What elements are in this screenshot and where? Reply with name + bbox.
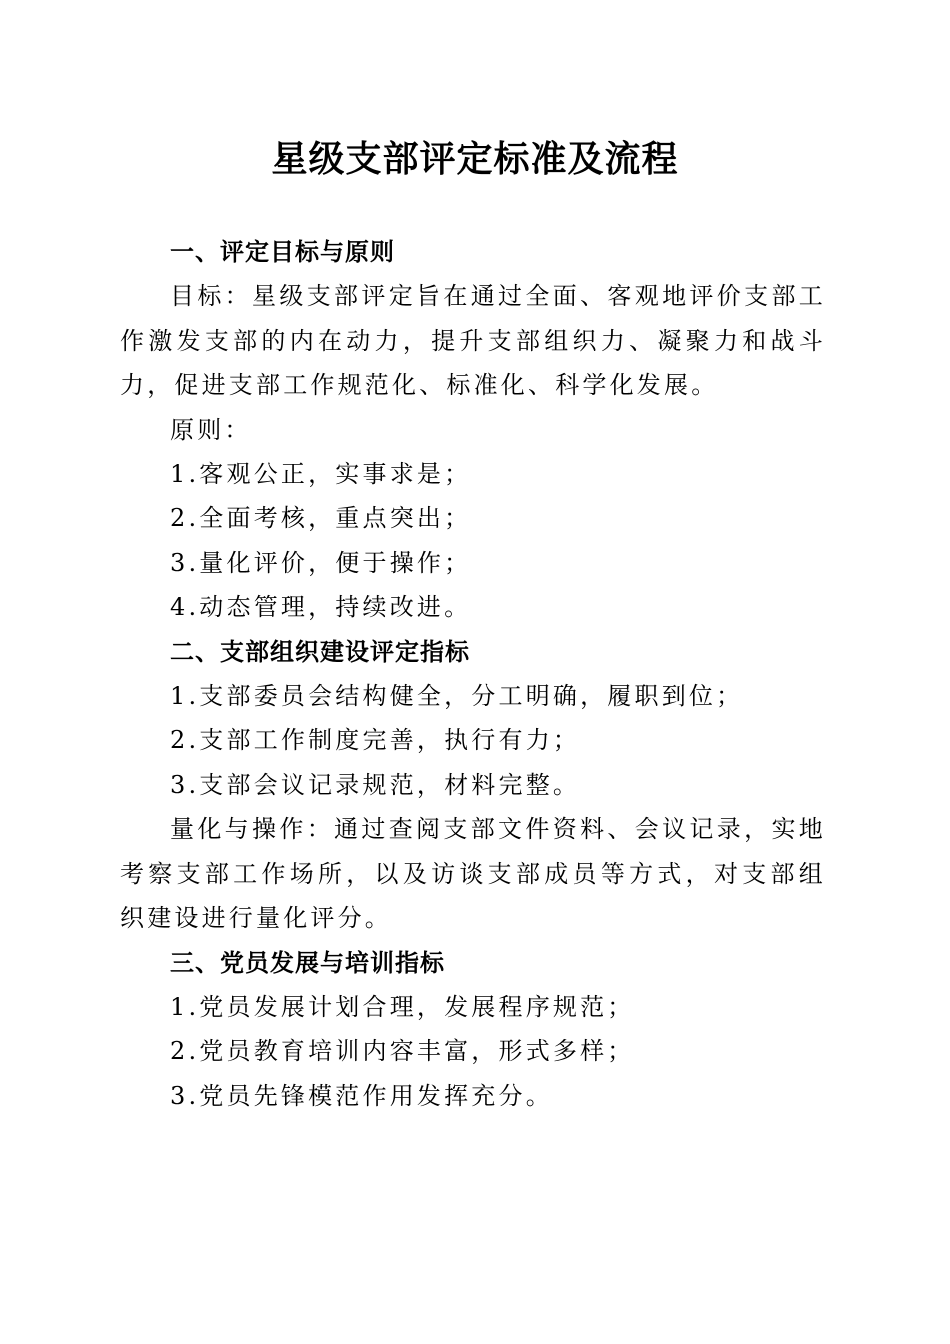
principle-item: 3.量化评价，便于操作； (170, 548, 472, 577)
indicator-item: 1.党员发展计划合理，发展程序规范； (170, 992, 635, 1021)
document-title: 星级支部评定标准及流程 (271, 138, 679, 180)
indicator-item: 1.支部委员会结构健全，分工明确，履职到位； (170, 682, 744, 711)
principles-label: 原则： (170, 415, 252, 444)
principle-item: 1.客观公正，实事求是； (170, 460, 472, 489)
section-heading: 三、党员发展与培训指标 (170, 948, 445, 977)
indicator-item: 2.支部工作制度完善，执行有力； (170, 726, 581, 755)
section-organization-building (120, 630, 826, 941)
section-goals-principles (120, 230, 826, 630)
section-heading: 一、评定目标与原则 (170, 238, 395, 266)
method-paragraph: 量化与操作：通过查阅支部文件资料、会议记录，实地考察支部工作场所，以及访谈支部成员等方式，对支部组织建设进行量化评分。 (120, 815, 826, 933)
goal-paragraph: 目标：星级支部评定旨在通过全面、客观地评价支部工作激发支部的内在动力，提升支部组织力、凝聚力和战斗力，促进支部工作规范化、标准化、科学化发展。 (120, 282, 826, 400)
indicator-item: 3.党员先锋模范作用发挥充分。 (170, 1081, 553, 1110)
section-heading: 二、支部组织建设评定指标 (170, 637, 470, 666)
section-member-development (120, 941, 826, 1119)
indicator-item: 2.党员教育培训内容丰富，形式多样； (170, 1037, 635, 1066)
indicator-item: 3.支部会议记录规范，材料完整。 (170, 770, 581, 799)
document-body (120, 230, 826, 1118)
principle-item: 4.动态管理，持续改进。 (170, 593, 472, 622)
principle-item: 2.全面考核，重点突出； (170, 504, 472, 533)
